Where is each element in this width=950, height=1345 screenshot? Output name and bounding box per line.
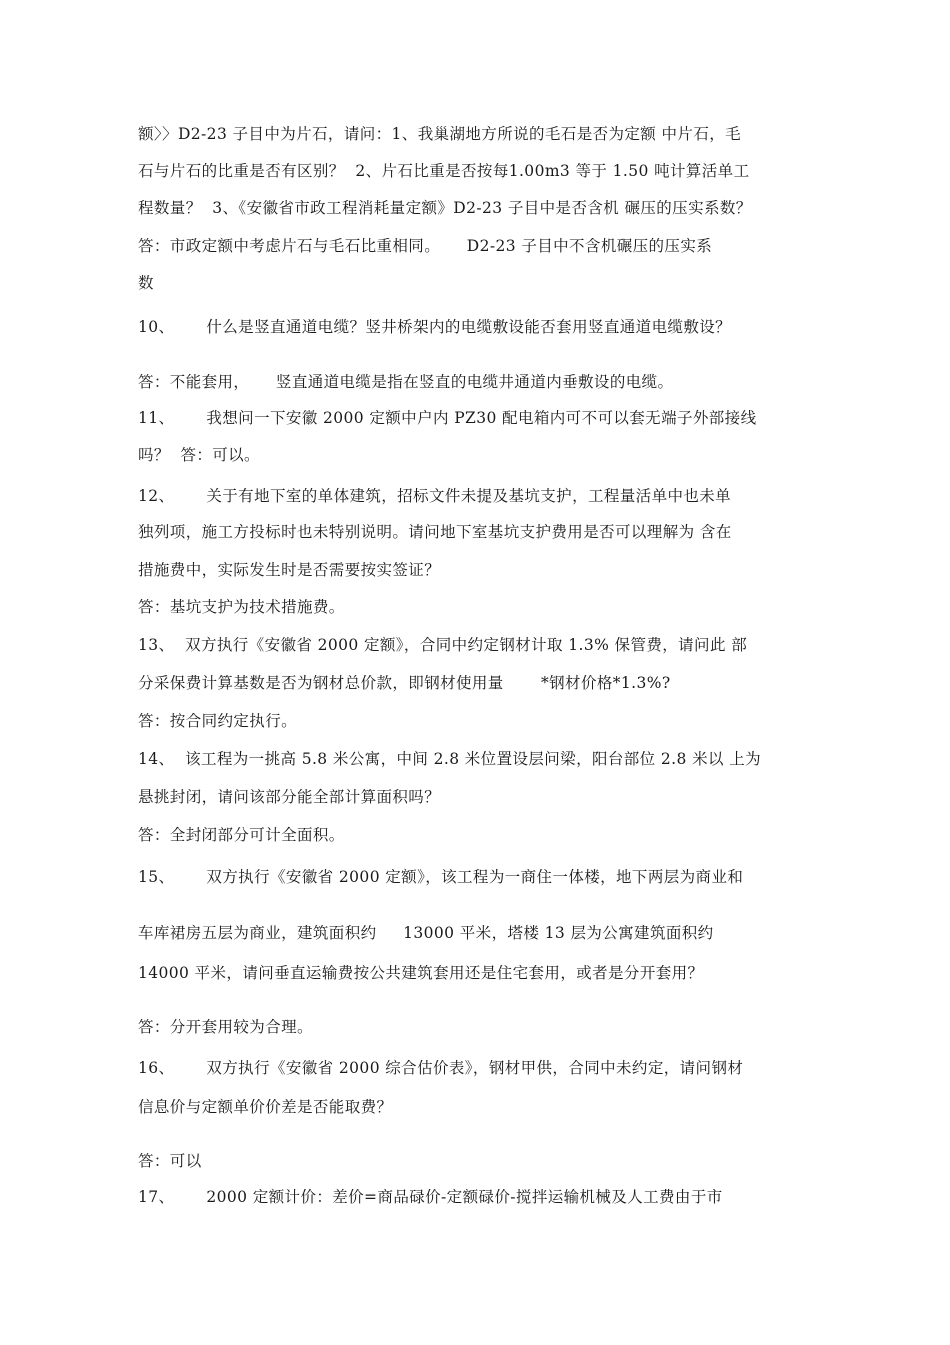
text-line: 石与片石的比重是否有区别？ 2、片石比重是否按每1.00m3 等于 1.50 吨计算活单工 bbox=[138, 162, 750, 180]
text-line: 答：不能套用， 竖直通道电缆是指在竖直的电缆井通道内垂敷设的电缆。 bbox=[138, 373, 674, 391]
text-line: 11、 我想问一下安徽 2000 定额中户内 PZ30 配电箱内可不可以套无端子外部接线 bbox=[138, 409, 757, 427]
text-line: 答：全封闭部分可计全面积。 bbox=[138, 826, 345, 844]
text-line: 悬挑封闭，请问该部分能全部计算面积吗？ bbox=[138, 788, 441, 806]
text-line: 10、 什么是竖直通道电缆？竖井桥架内的电缆敷设能否套用竖直通道电缆敷设？ bbox=[138, 318, 732, 336]
text-line: 措施费中，实际发生时是否需要按实签证？ bbox=[138, 561, 441, 579]
text-line: 独列项，施工方投标时也未特别说明。请问地下室基坑支护费用是否可以理解为 含在 bbox=[138, 523, 732, 541]
text-line: 16、 双方执行《安徽省 2000 综合估价表》，钢材甲供，合同中未约定，请问钢材 bbox=[138, 1059, 744, 1077]
text-line: 数 bbox=[138, 274, 154, 292]
text-line: 14、 该工程为一挑高 5.8 米公寓，中间 2.8 米位置设层问梁，阳台部位 2.8 米以 上为 bbox=[138, 750, 762, 768]
text-line: 信息价与定额单价价差是否能取费？ bbox=[138, 1098, 393, 1116]
text-line: 答：可以 bbox=[138, 1152, 202, 1170]
text-line: 答：按合同约定执行。 bbox=[138, 712, 298, 730]
text-line: 答：市政定额中考虑片石与毛石比重相同。 D2-23 子目中不含机碾压的压实系 bbox=[138, 237, 713, 255]
text-line: 12、 关于有地下室的单体建筑，招标文件未提及基坑支护，工程量活单中也未单 bbox=[138, 487, 732, 505]
text-line: 吗？ 答：可以。 bbox=[138, 446, 260, 464]
text-line: 分采保费计算基数是否为钢材总价款，即钢材使用量 *钢材价格*1.3%? bbox=[138, 674, 671, 692]
text-line: 额〉〉D2-23 子目中为片石，请问：1、我巢湖地方所说的毛石是否为定额 中片石，毛 bbox=[138, 125, 742, 143]
text-line: 车库裙房五层为商业，建筑面积约 13000 平米，塔楼 13 层为公寓建筑面积约 bbox=[138, 924, 714, 942]
text-line: 程数量？ 3、《安徽省市政工程消耗量定额》D2-23 子目中是否含机 碾压的压实系数？ bbox=[138, 199, 752, 217]
text-line: 13、 双方执行《安徽省 2000 定额》，合同中约定钢材计取 1.3% 保管费，请问此 部 bbox=[138, 636, 748, 654]
text-line: 答：分开套用较为合理。 bbox=[138, 1018, 313, 1036]
text-line: 答：基坑支护为技术措施费。 bbox=[138, 598, 345, 616]
text-line: 15、 双方执行《安徽省 2000 定额》，该工程为一商住一体楼，地下两层为商业和 bbox=[138, 868, 744, 886]
text-line: 14000 平米，请问垂直运输费按公共建筑套用还是住宅套用，或者是分开套用？ bbox=[138, 964, 704, 982]
text-line: 17、 2000 定额计价：差价=商品碌价-定额碌价-搅拌运输机械及人工费由于市 bbox=[138, 1188, 723, 1206]
